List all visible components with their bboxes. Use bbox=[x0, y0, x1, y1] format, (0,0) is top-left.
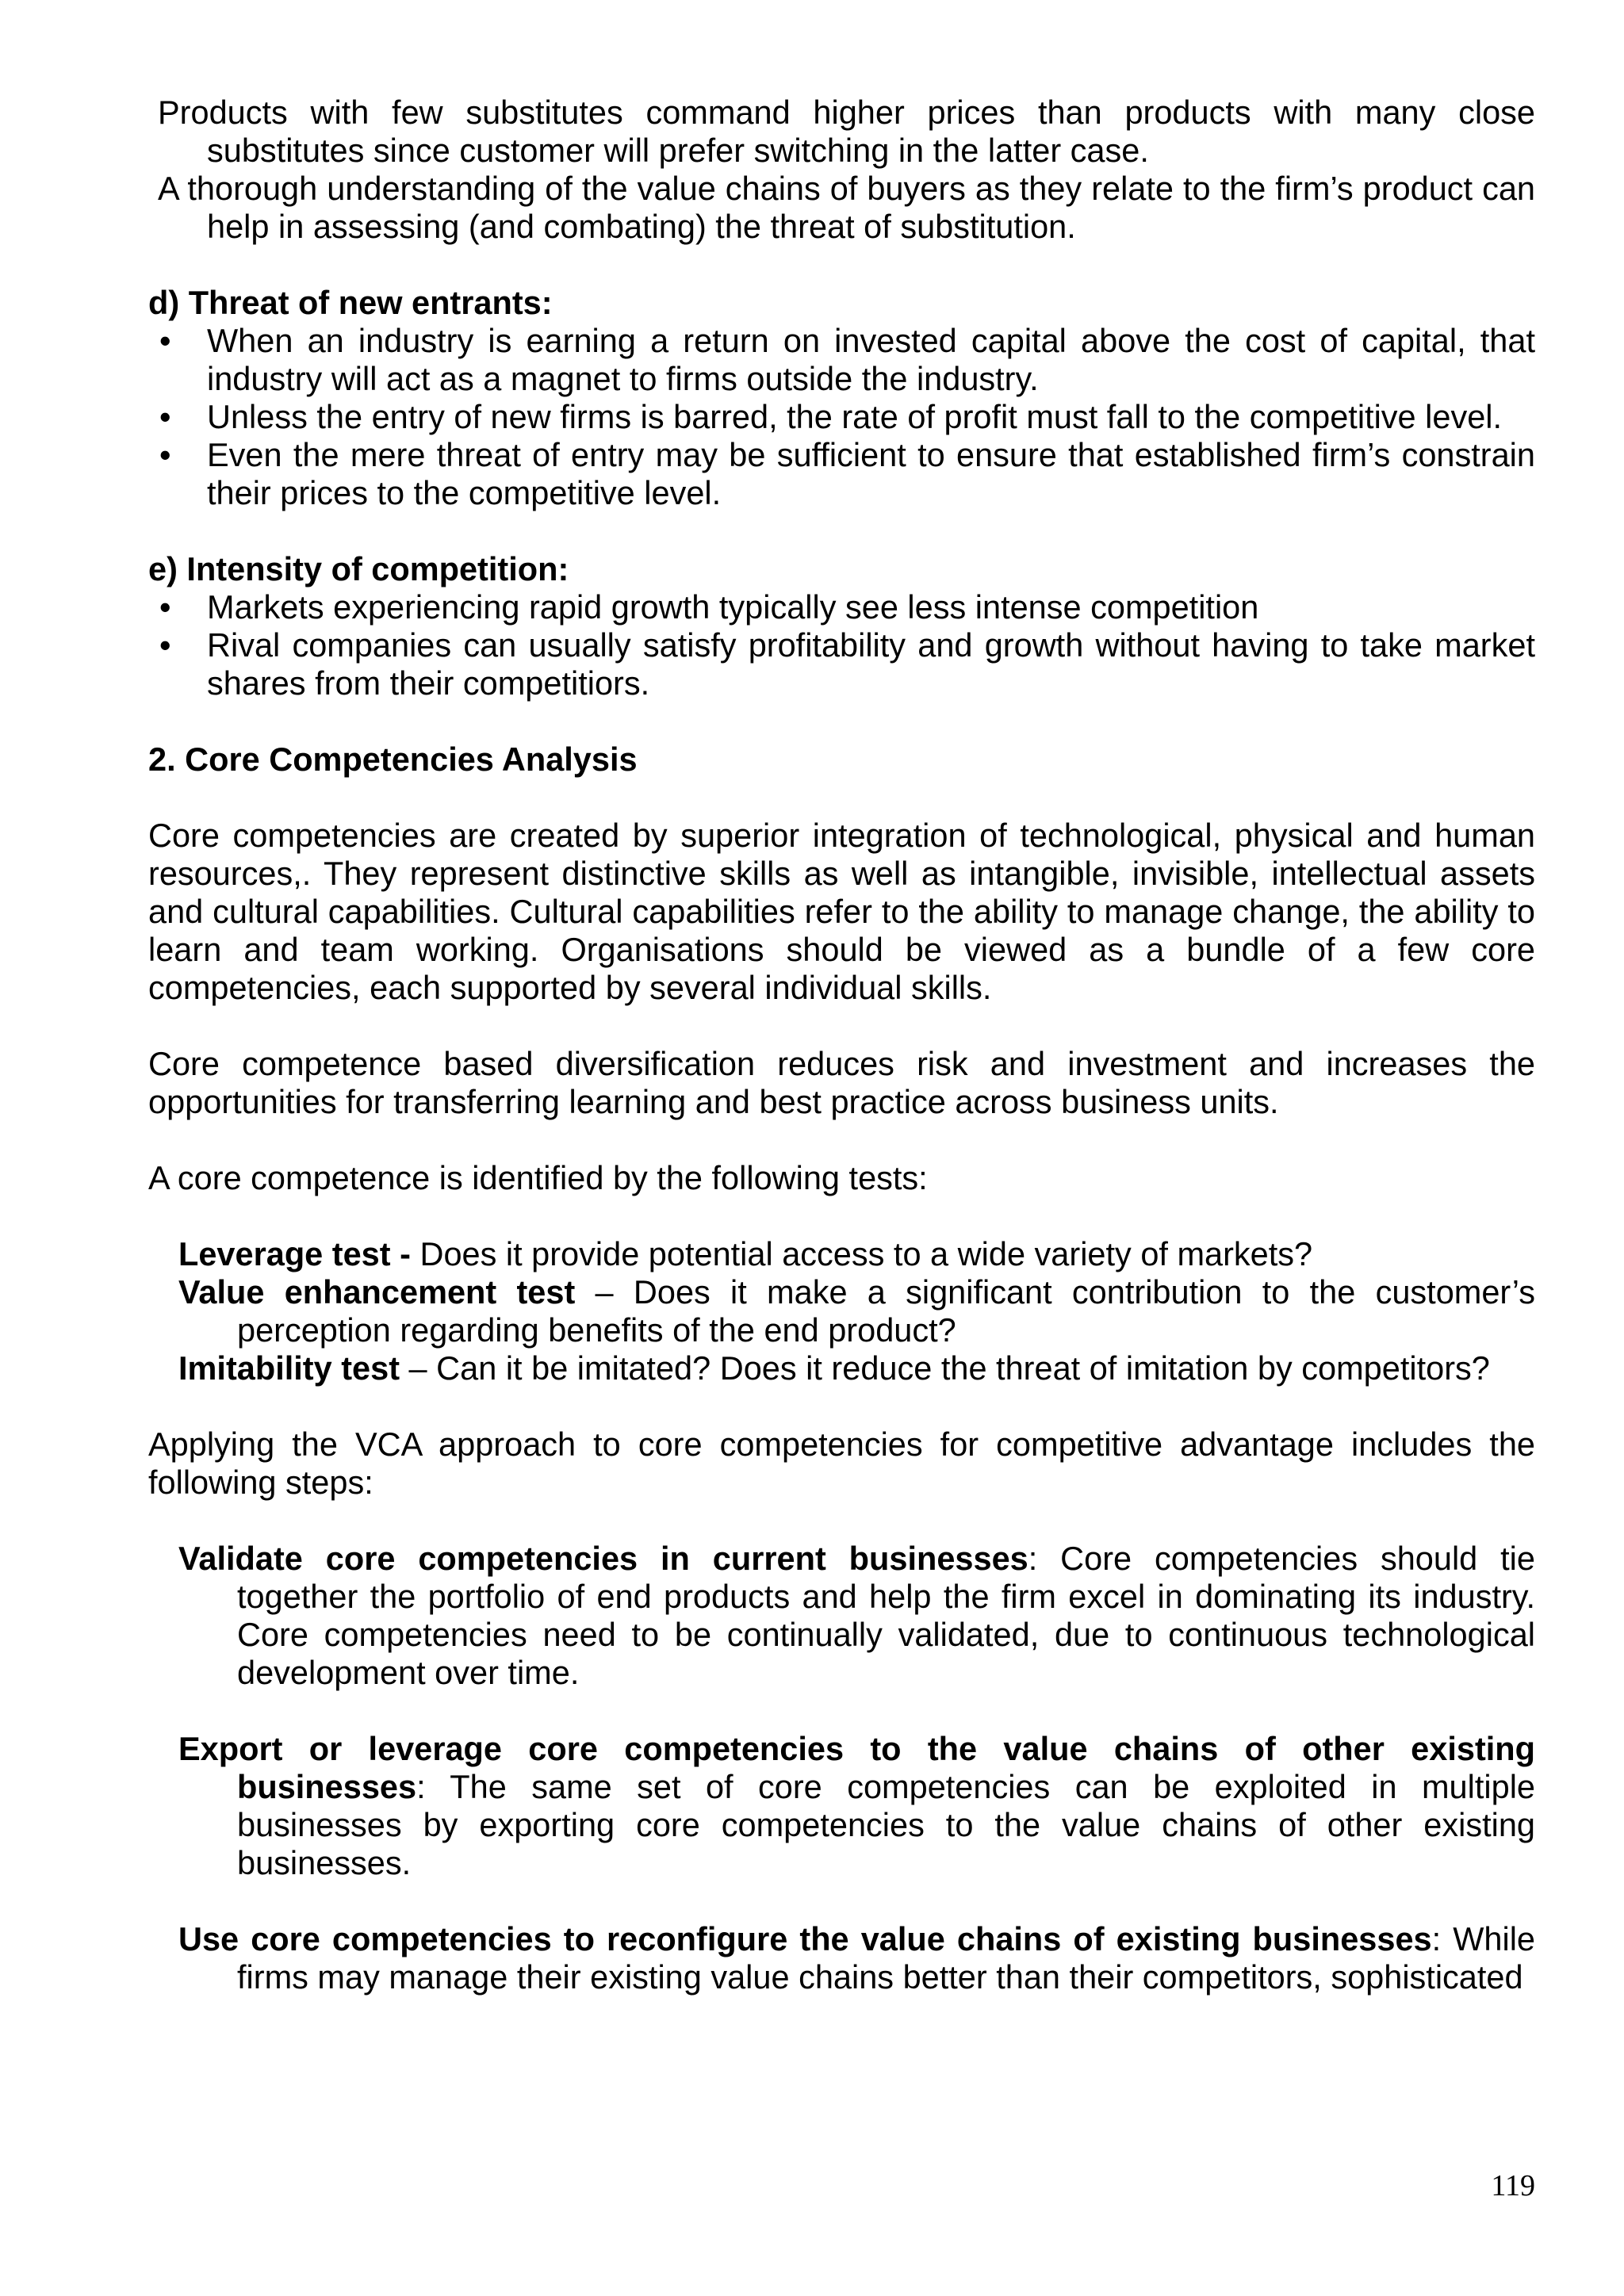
bullet-icon: • bbox=[159, 398, 171, 435]
intensity-list bbox=[148, 588, 1535, 702]
test-term: Value enhancement test bbox=[178, 1273, 576, 1311]
section-heading-core-competencies: 2. Core Competencies Analysis bbox=[148, 740, 638, 778]
tests-list bbox=[178, 1235, 1535, 1387]
section-heading-new-entrants: d) Threat of new entrants: bbox=[148, 284, 553, 321]
bullet-icon: • bbox=[159, 322, 171, 359]
paragraph: Core competencies are created by superior integration of technological, physical and human resources,. They represent distinctive skills as well as intangible, invisible, intellectual assets and cultural capabilities. Cultural capabilities refer to the ability to manage change, the ability to learn and team working. Organisations should be viewed as a bundle of a few core competencies, each supported by several individual skills. bbox=[148, 817, 1535, 1006]
substitutes-item: Products with few substitutes command higher prices than products with many close substitutes since customer will prefer switching in the latter case. bbox=[158, 94, 1535, 169]
new-entrants-list bbox=[148, 322, 1535, 512]
step-term: Use core competencies to reconfigure the value chains of existing businesses bbox=[178, 1920, 1432, 1957]
test-term: Imitability test bbox=[178, 1349, 400, 1387]
list-item: • Even the mere threat of entry may be sufficient to ensure that established firm’s constrain their prices to the competitive level. bbox=[159, 436, 1535, 511]
test-item: Leverage test - Does it provide potential access to a wide variety of markets? bbox=[178, 1235, 1313, 1272]
paragraph-vca-intro: Applying the VCA approach to core competencies for competitive advantage includes the following steps: bbox=[148, 1425, 1535, 1501]
test-item: Imitability test – Can it be imitated? Does it reduce the threat of imitation by competitors? bbox=[178, 1349, 1490, 1387]
step-item: Export or leverage core competencies to the value chains of other existing businesses: The same set of core competencies can be exploited in multiple businesses by exporting core competencies to the value chains of other existing businesses. bbox=[178, 1730, 1535, 1881]
step-term: Export or leverage core competencies to the value chains of other existing businesses bbox=[178, 1730, 1535, 1805]
step-item: Use core competencies to reconfigure the value chains of existing businesses: While firms may manage their existing value chains better than their competitors, sophisticated bbox=[178, 1920, 1535, 1996]
bullet-icon: • bbox=[159, 626, 171, 664]
bullet-icon: • bbox=[159, 588, 171, 626]
paragraph: Core competence based diversification reduces risk and investment and increases the opportunities for transferring learning and best practice across business units. bbox=[148, 1045, 1535, 1120]
section-heading-intensity: e) Intensity of competition: bbox=[148, 550, 569, 587]
list-item: • Unless the entry of new firms is barred, the rate of profit must fall to the competitive level. bbox=[159, 398, 1503, 435]
list-item: • When an industry is earning a return on invested capital above the cost of capital, that industry will act as a magnet to firms outside the industry. bbox=[159, 322, 1535, 397]
step-term: Validate core competencies in current businesses bbox=[178, 1540, 1028, 1577]
substitutes-block bbox=[158, 94, 1535, 246]
substitutes-item: A thorough understanding of the value chains of buyers as they relate to the firm’s product can help in assessing (and combating) the threat of substitution. bbox=[158, 170, 1535, 245]
steps-list bbox=[178, 1540, 1535, 1996]
list-item: • Markets experiencing rapid growth typically see less intense competition bbox=[159, 588, 1259, 626]
page-number: 119 bbox=[1491, 2169, 1535, 2202]
test-term: Leverage test - bbox=[178, 1235, 411, 1272]
test-item: Value enhancement test – Does it make a significant contribution to the customer’s perception regarding benefits of the end product? bbox=[178, 1273, 1535, 1349]
bullet-icon: • bbox=[159, 436, 171, 473]
list-item: • Rival companies can usually satisfy profitability and growth without having to take market shares from their competitiors. bbox=[159, 626, 1535, 702]
paragraph: A core competence is identified by the following tests: bbox=[148, 1159, 928, 1196]
step-item: Validate core competencies in current businesses: Core competencies should tie together the portfolio of end products and help the firm excel in dominating its industry. Core competencies need to be continually validated, due to continuous technological development over time. bbox=[178, 1540, 1535, 1691]
